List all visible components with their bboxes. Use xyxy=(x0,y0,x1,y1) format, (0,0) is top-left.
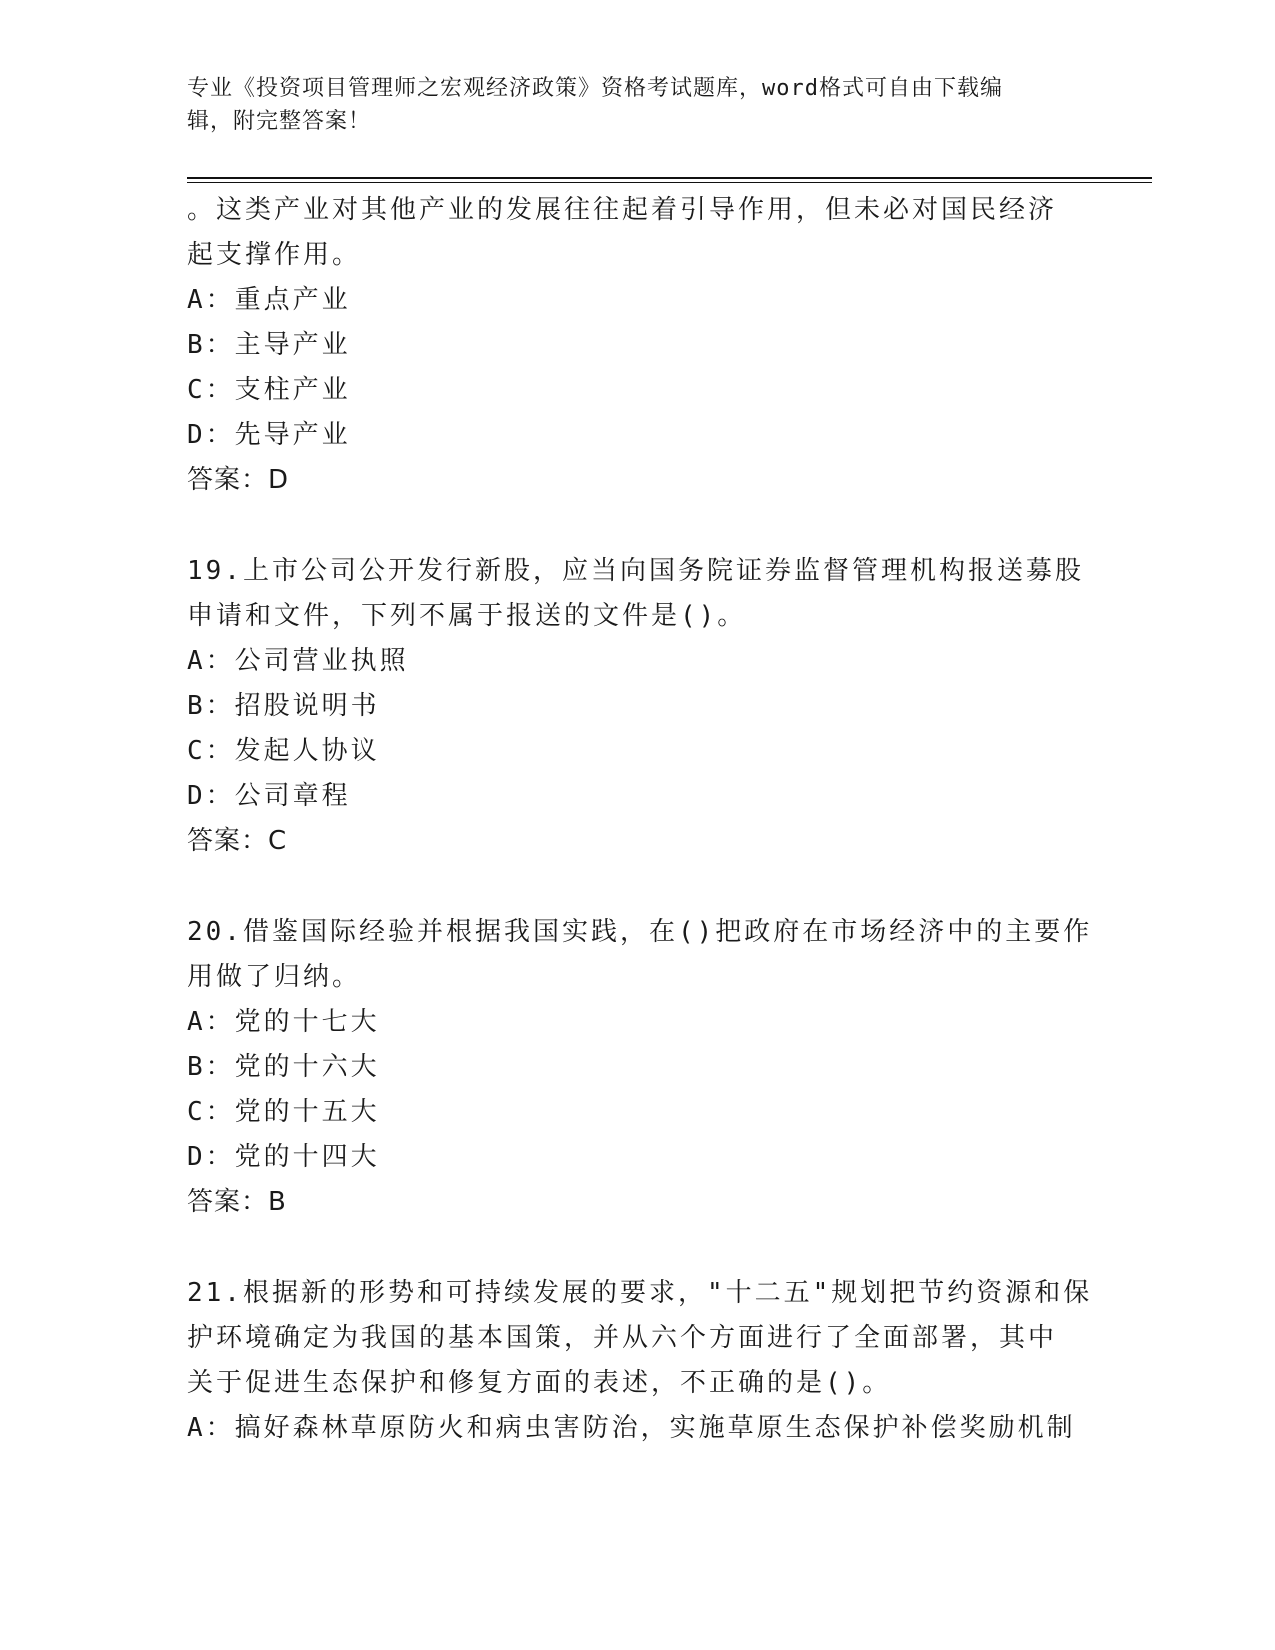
question-text-line: 21.根据新的形势和可持续发展的要求，"十二五"规划把节约资源和保 xyxy=(187,1278,1093,1308)
question-text-line: 19.上市公司公开发行新股，应当向国务院证券监督管理机构报送募股 xyxy=(187,556,1084,586)
option-c: C：党的十五大 xyxy=(187,1097,380,1127)
option-c: C：支柱产业 xyxy=(187,375,351,405)
question-text-line: 。这类产业对其他产业的发展往往起着引导作用，但未必对国民经济 xyxy=(187,195,1058,225)
option-a: A：党的十七大 xyxy=(187,1007,380,1037)
option-a: A：重点产业 xyxy=(187,285,351,315)
option-b: B：主导产业 xyxy=(187,330,351,360)
header-line-2: 辑，附完整答案！ xyxy=(187,109,372,134)
answer-line: 答案：D xyxy=(187,465,290,495)
option-d: D：公司章程 xyxy=(187,781,351,811)
option-b: B：招股说明书 xyxy=(187,691,380,721)
header-rule-thin xyxy=(187,182,1152,183)
question-text-line: 申请和文件，下列不属于报送的文件是()。 xyxy=(187,601,747,631)
question-text-line: 护环境确定为我国的基本国策，并从六个方面进行了全面部署，其中 xyxy=(187,1323,1058,1353)
option-b: B：党的十六大 xyxy=(187,1052,380,1082)
question-19 xyxy=(187,549,1087,864)
answer-line: 答案：B xyxy=(187,1187,287,1217)
question-text-line: 20.借鉴国际经验并根据我国实践，在()把政府在市场经济中的主要作 xyxy=(187,917,1093,947)
question-text-line: 用做了归纳。 xyxy=(187,962,362,992)
page-header xyxy=(187,72,1087,138)
spacer xyxy=(187,1225,1087,1271)
question-continued xyxy=(187,188,1087,503)
option-a: A：搞好森林草原防火和病虫害防治，实施草原生态保护补偿奖励机制 xyxy=(187,1413,1076,1443)
spacer xyxy=(187,503,1087,549)
header-rule-thick xyxy=(187,177,1152,179)
option-d: D：党的十四大 xyxy=(187,1142,380,1172)
answer-line: 答案：C xyxy=(187,826,288,856)
question-text-line: 关于促进生态保护和修复方面的表述，不正确的是()。 xyxy=(187,1368,892,1398)
option-d: D：先导产业 xyxy=(187,420,351,450)
question-20 xyxy=(187,910,1093,1225)
question-text-line: 起支撑作用。 xyxy=(187,240,362,270)
spacer xyxy=(187,864,1087,910)
question-list xyxy=(187,188,1093,1451)
header-line-1: 专业《投资项目管理师之宏观经济政策》资格考试题库，word格式可自由下载编 xyxy=(187,76,1003,101)
option-a: A：公司营业执照 xyxy=(187,646,409,676)
option-c: C：发起人协议 xyxy=(187,736,380,766)
question-21 xyxy=(187,1271,1093,1451)
